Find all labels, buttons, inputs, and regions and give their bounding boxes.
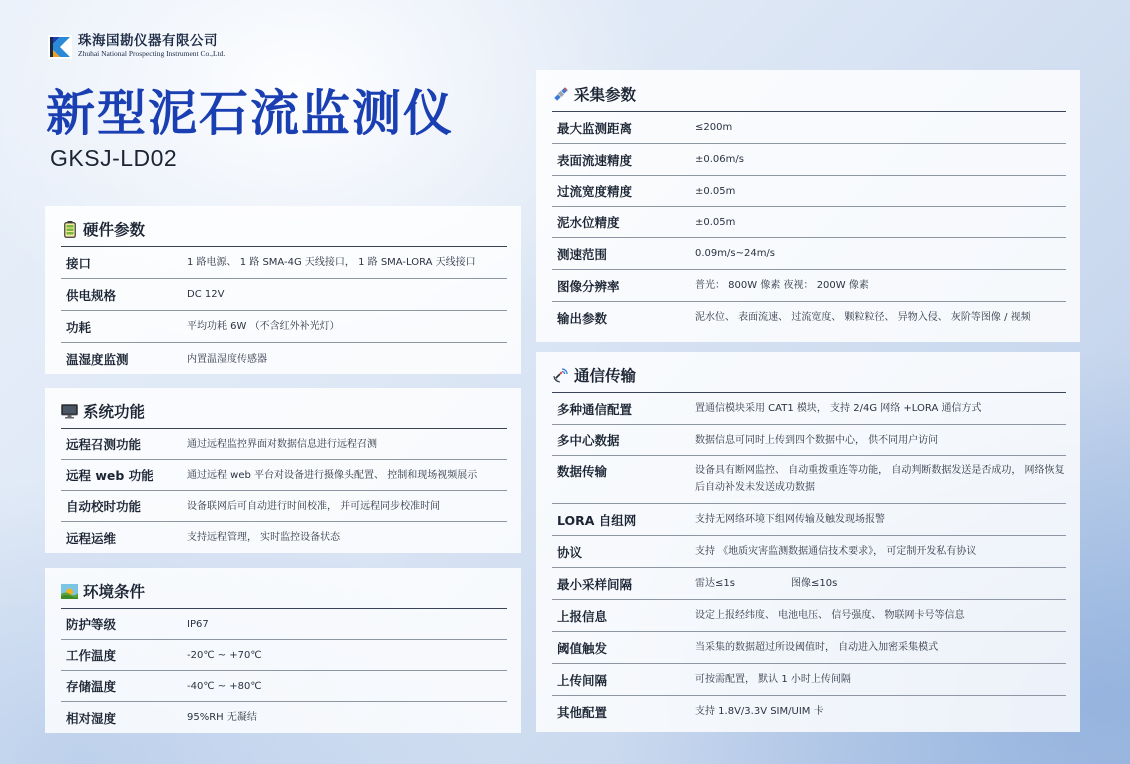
table-row	[552, 696, 1066, 727]
row-key: 测速范围	[557, 246, 608, 262]
row-value: 支持 《地质灾害监测数据通信技术要求》， 可定制开发私有协议	[695, 546, 977, 557]
row-key: 输出参数	[557, 310, 608, 326]
row-value: 设定上报经纬度、 电池电压、 信号强度、 物联网卡号等信息	[695, 610, 965, 621]
row-key: 表面流速精度	[557, 152, 633, 168]
table-row	[61, 429, 507, 460]
row-key: 功耗	[66, 319, 92, 335]
table-row	[552, 425, 1066, 456]
row-value: IP67	[187, 618, 209, 630]
row-value: 设备联网后可自动进行时间校准， 并可远程同步校准时间	[187, 500, 441, 512]
table-row	[552, 393, 1066, 425]
table-row	[61, 343, 507, 375]
table-row	[552, 664, 1066, 696]
company-name-cn: 珠海国勘仪器有限公司	[78, 33, 218, 49]
monitor-icon	[61, 403, 78, 420]
company-logo	[48, 34, 225, 59]
row-value: -40℃ ~ +80℃	[187, 680, 262, 692]
row-key: 远程 web 功能	[66, 468, 154, 483]
table-row	[61, 671, 507, 702]
hardware-card-title	[61, 212, 507, 246]
row-value: 0.09m/s~24m/s	[695, 248, 776, 259]
row-key: 上报信息	[557, 608, 608, 624]
row-value: 置通信模块采用 CAT1 模块， 支持 2/4G 网络 +LORA 通信方式	[695, 403, 982, 414]
row-value: 支持 1.8V/3.3V SIM/UIM 卡	[695, 706, 824, 717]
table-row	[61, 609, 507, 640]
hardware-rows	[61, 246, 507, 375]
environment-title-text: 环境条件	[83, 583, 146, 601]
row-value: 平均功耗 6W （不含红外补光灯）	[187, 321, 340, 332]
row-value: ±0.05m	[695, 216, 736, 228]
table-row	[552, 568, 1066, 600]
table-row	[61, 311, 507, 343]
table-row	[552, 536, 1066, 568]
row-key: 远程运维	[66, 530, 117, 546]
hardware-card	[45, 206, 521, 374]
row-key: 数据传输	[557, 464, 608, 479]
table-row	[552, 270, 1066, 302]
table-row	[552, 207, 1066, 238]
row-value: 通过远程监控界面对数据信息进行远程召测	[187, 438, 377, 450]
row-key: 供电规格	[66, 287, 117, 303]
system-title-text: 系统功能	[83, 403, 146, 421]
table-row	[61, 247, 507, 279]
environment-rows	[61, 608, 507, 733]
row-key: 温湿度监测	[66, 352, 129, 367]
row-key: 存储温度	[66, 679, 117, 694]
row-value-image: 图像≤10s	[791, 578, 838, 589]
row-key: 协议	[557, 544, 583, 560]
row-key: 工作温度	[66, 648, 117, 663]
table-row	[61, 460, 507, 491]
table-row	[61, 279, 507, 311]
row-value: ±0.06m/s	[695, 154, 744, 165]
battery-icon	[61, 221, 78, 238]
system-card	[45, 388, 521, 553]
row-key: 过流宽度精度	[557, 184, 633, 199]
row-value: 通过远程 web 平台对设备进行摄像头配置、 控制和现场视频展示	[187, 469, 478, 481]
acquisition-rows	[552, 111, 1066, 333]
table-row	[552, 112, 1066, 144]
row-key: 上传间隔	[557, 672, 608, 688]
row-value: 数据信息可同时上传到四个数据中心， 供不同用户访问	[695, 434, 939, 446]
table-row	[61, 702, 507, 733]
table-row	[552, 504, 1066, 536]
table-row	[61, 640, 507, 671]
row-key: 图像分辨率	[557, 278, 620, 294]
satellite-icon	[552, 86, 569, 103]
row-key: 多中心数据	[557, 433, 620, 448]
table-row	[552, 144, 1066, 176]
company-name-en: Zhuhai National Prospecting Instrument Co.,Ltd.	[78, 49, 226, 58]
row-key: 远程召测功能	[66, 437, 142, 452]
company-logo-icon	[48, 35, 72, 59]
row-key: 最小采样间隔	[557, 576, 633, 592]
antenna-icon	[552, 367, 569, 384]
row-value: ≤200m	[695, 122, 733, 133]
table-row	[552, 238, 1066, 270]
row-key: LORA 自组网	[557, 512, 637, 528]
row-key: 自动校时功能	[66, 499, 142, 514]
table-row	[61, 491, 507, 522]
row-value: 95%RH 无凝结	[187, 712, 257, 723]
row-key: 多种通信配置	[557, 401, 633, 417]
row-key: 接口	[66, 255, 92, 271]
row-key: 泥水位精度	[557, 215, 620, 230]
acquisition-card-title	[552, 77, 1066, 111]
acquisition-card	[536, 70, 1080, 342]
row-value: 内置温湿度传感器	[187, 353, 267, 365]
row-value: -20℃ ~ +70℃	[187, 649, 262, 661]
product-model: GKSJ-LD02	[50, 145, 178, 171]
row-value: 普光： 800W 像素 夜视： 200W 像素	[695, 280, 869, 291]
row-key: 其他配置	[557, 704, 608, 720]
row-value: 支持远程管理， 实时监控设备状态	[187, 532, 341, 543]
row-value: 泥水位、 表面流速、 过流宽度、 颗粒粒径、 异物入侵、 灰阶等图像 / 视频	[695, 312, 1031, 323]
row-value-radar: 雷达≤1s	[695, 578, 735, 589]
table-row	[552, 176, 1066, 207]
table-row	[552, 456, 1066, 504]
row-value: ±0.05m	[695, 185, 736, 197]
communication-title-text: 通信传输	[574, 367, 637, 385]
row-value: 可按需配置， 默认 1 小时上传间隔	[695, 674, 851, 685]
table-row	[552, 632, 1066, 664]
row-key: 防护等级	[66, 617, 117, 632]
system-rows	[61, 428, 507, 553]
row-value: 当采集的数据超过所设阈值时， 自动进入加密采集模式	[695, 642, 939, 653]
row-key: 阈值触发	[557, 640, 608, 656]
row-value: DC 12V	[187, 289, 225, 300]
row-value: 支持无网络环境下组网传输及触发现场报警	[695, 514, 885, 525]
acquisition-title-text: 采集参数	[574, 86, 637, 104]
row-value: 1 路电源、 1 路 SMA-4G 天线接口， 1 路 SMA-LORA 天线接口	[187, 257, 476, 268]
product-title: 新型泥石流监测仪	[46, 85, 455, 142]
table-row	[61, 522, 507, 553]
system-card-title	[61, 394, 507, 428]
environment-card-title	[61, 574, 507, 608]
communication-card	[536, 352, 1080, 732]
row-key: 相对湿度	[66, 710, 117, 726]
landscape-icon	[61, 583, 78, 600]
row-key: 最大监测距离	[557, 120, 633, 136]
table-row	[552, 302, 1066, 333]
communication-rows	[552, 392, 1066, 727]
hardware-title-text: 硬件参数	[83, 221, 146, 239]
row-value: 设备具有断网监控、 自动重拨重连等功能， 自动判断数据发送是否成功， 网络恢复后自动补发未发送成功数据	[695, 465, 1065, 493]
table-row	[552, 600, 1066, 632]
environment-card	[45, 568, 521, 733]
communication-card-title	[552, 358, 1066, 392]
